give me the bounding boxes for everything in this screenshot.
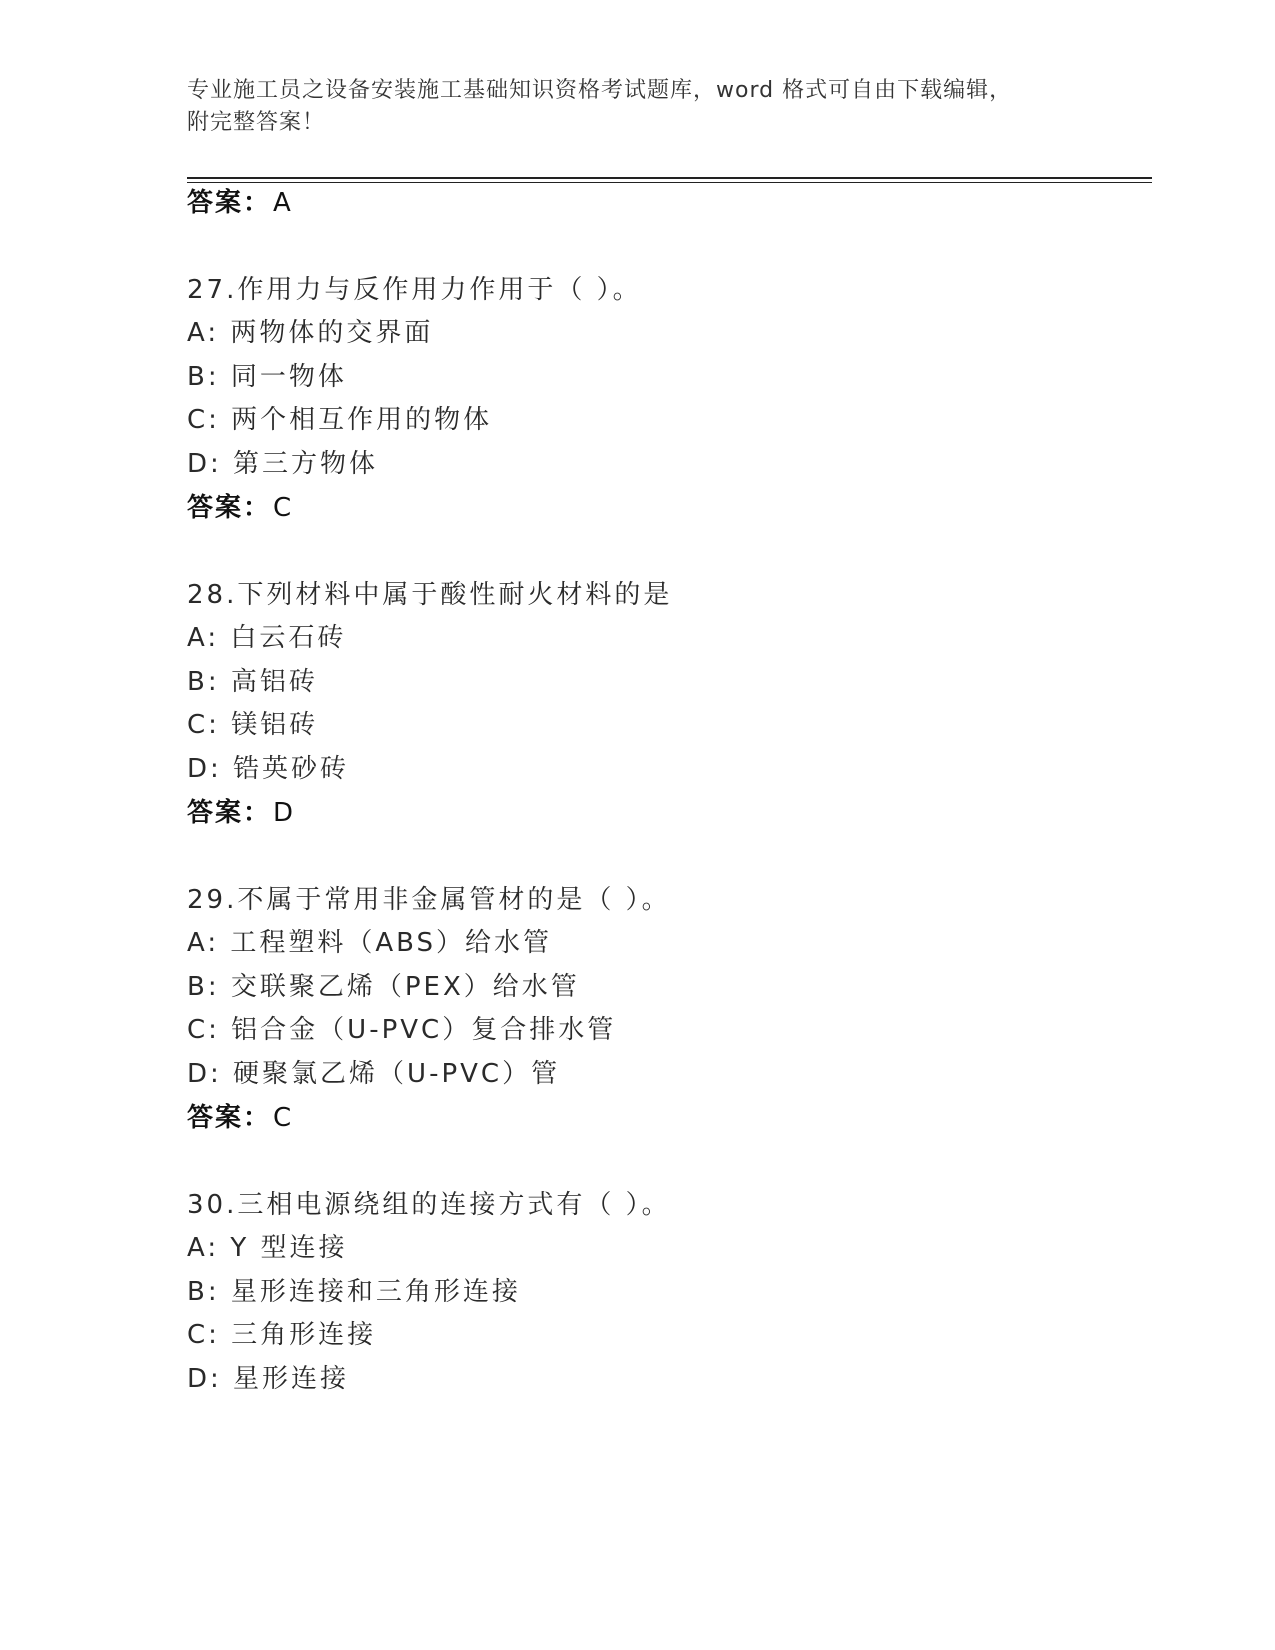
question-option: B: 高铝砖 — [187, 667, 318, 697]
answer-line — [187, 1101, 293, 1135]
question-option: C: 镁铝砖 — [187, 710, 319, 740]
question-stem: 28.下列材料中属于酸性耐火材料的是 — [187, 580, 673, 610]
question-option: C: 两个相互作用的物体 — [187, 405, 493, 435]
question-option: D: 星形连接 — [187, 1364, 350, 1394]
question-option: A: Y 型连接 — [187, 1233, 348, 1263]
header-line-1: 专业施工员之设备安装施工基础知识资格考试题库，word 格式可自由下载编辑， — [187, 78, 1013, 103]
question-option: C: 三角形连接 — [187, 1320, 377, 1350]
question-option: B: 交联聚乙烯（PEX）给水管 — [187, 972, 580, 1002]
question-option: B: 同一物体 — [187, 362, 347, 392]
question-option: C: 铝合金（U-PVC）复合排水管 — [187, 1015, 617, 1045]
question-option: A: 工程塑料（ABS）给水管 — [187, 928, 553, 958]
answer-value: A — [273, 188, 293, 218]
question-stem: 30.三相电源绕组的连接方式有（ ）。 — [187, 1190, 671, 1220]
answer-value: D — [273, 798, 296, 828]
question-option: D: 硬聚氯乙烯（U-PVC）管 — [187, 1059, 561, 1089]
question-option: A: 白云石砖 — [187, 623, 347, 653]
answer-value: C — [273, 1103, 294, 1133]
question-option: D: 锆英砂砖 — [187, 754, 350, 784]
answer-line — [187, 491, 293, 525]
answer-label: 答案： — [187, 798, 272, 828]
answer-value: C — [273, 493, 294, 523]
question-option: B: 星形连接和三角形连接 — [187, 1277, 521, 1307]
header-line-2: 附完整答案！ — [187, 110, 326, 135]
question-option: D: 第三方物体 — [187, 449, 379, 479]
answer-label: 答案： — [187, 1103, 272, 1133]
answer-line — [187, 796, 295, 830]
question-stem: 29.不属于常用非金属管材的是（ ）。 — [187, 885, 671, 915]
header-rule-thin — [187, 182, 1152, 183]
answer-line — [187, 186, 293, 220]
answer-label: 答案： — [187, 188, 272, 218]
header-rule-thick — [187, 177, 1152, 179]
question-stem: 27.作用力与反作用力作用于（ ）。 — [187, 275, 642, 305]
document-header — [187, 75, 1067, 139]
answer-label: 答案： — [187, 493, 272, 523]
question-option: A: 两物体的交界面 — [187, 318, 434, 348]
